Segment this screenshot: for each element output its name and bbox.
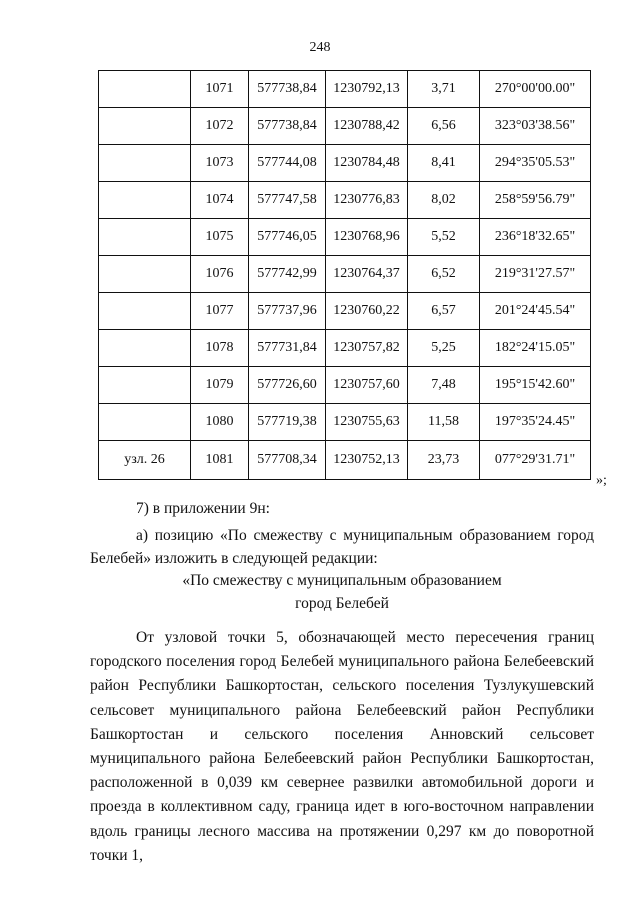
item-7-heading: 7) в приложении 9н:	[136, 500, 270, 517]
table-row	[99, 145, 591, 182]
table-cell: 236°18'32.65"	[480, 219, 591, 256]
table-cell: 294°35'05.53"	[480, 145, 591, 182]
table-cell	[99, 219, 191, 256]
table-cell: 1230764,37	[326, 256, 408, 293]
table-row	[99, 182, 591, 219]
coordinates-table	[98, 70, 591, 480]
table-cell: 577746,05	[249, 219, 326, 256]
table-cell	[99, 108, 191, 145]
table-cell: 1230752,13	[326, 441, 408, 480]
table-cell: 3,71	[408, 71, 480, 108]
boundary-description: От узловой точки 5, обозначающей место пересечения границ городского поселения город Белебей муниципального района Белебеевский район Республики Башкортостан, сельского поселения Тузлукушевский сельсовет муниципального района Белебеевский район Республики Башкортостан и сельского поселения Анновский сельсовет муниципального района Белебеевский район Республики Башкортостан, расположенной в 0,039 км севернее развилки автомобильной дороги и проезда в коллективном саду, граница идет в юго-восточном направлении вдоль границы лесного массива на протяжении 0,297 км до поворотной точки 1,	[90, 629, 594, 864]
table-cell: 577742,99	[249, 256, 326, 293]
page-number: 248	[309, 40, 331, 55]
table-cell: 182°24'15.05"	[480, 330, 591, 367]
table-cell	[99, 330, 191, 367]
table-cell	[99, 404, 191, 441]
table-cell: 577744,08	[249, 145, 326, 182]
table-cell: 23,73	[408, 441, 480, 480]
table-row	[99, 256, 591, 293]
table-cell: 323°03'38.56"	[480, 108, 591, 145]
table-cell: 577726,60	[249, 367, 326, 404]
table-row	[99, 330, 591, 367]
table-row	[99, 293, 591, 330]
table-closing-quote: »;	[596, 473, 607, 488]
table-cell	[99, 293, 191, 330]
table-cell: 219°31'27.57"	[480, 256, 591, 293]
table-cell: 1230755,63	[326, 404, 408, 441]
table-cell: 8,41	[408, 145, 480, 182]
table-cell: 197°35'24.45"	[480, 404, 591, 441]
table-cell: 6,56	[408, 108, 480, 145]
section-heading-line-2: город Белебей	[295, 595, 389, 612]
section-heading-line-1: «По смежеству с муниципальным образованием	[182, 572, 502, 589]
table-row	[99, 219, 591, 256]
table-cell: 11,58	[408, 404, 480, 441]
table-cell	[99, 145, 191, 182]
table-cell: 1071	[191, 71, 249, 108]
table-cell	[99, 367, 191, 404]
table-cell: 1081	[191, 441, 249, 480]
table-cell: 7,48	[408, 367, 480, 404]
table-cell: 1072	[191, 108, 249, 145]
table-cell	[99, 182, 191, 219]
table-cell: 1074	[191, 182, 249, 219]
table-cell: 1230776,83	[326, 182, 408, 219]
table-cell: 195°15'42.60"	[480, 367, 591, 404]
table-cell: 1230792,13	[326, 71, 408, 108]
table-cell: 077°29'31.71"	[480, 441, 591, 480]
table-cell: 1080	[191, 404, 249, 441]
table-cell: 270°00'00.00"	[480, 71, 591, 108]
table-cell: 5,52	[408, 219, 480, 256]
table-cell: 1230757,82	[326, 330, 408, 367]
table-cell: 577708,34	[249, 441, 326, 480]
table-cell: 1079	[191, 367, 249, 404]
table-cell: 577738,84	[249, 108, 326, 145]
section-heading	[90, 569, 594, 615]
table-cell: 1230784,48	[326, 145, 408, 182]
table-cell: 1077	[191, 293, 249, 330]
table-cell: 577747,58	[249, 182, 326, 219]
table-cell: 577738,84	[249, 71, 326, 108]
coordinates-table-body	[99, 71, 591, 480]
table-cell: 1073	[191, 145, 249, 182]
table-cell: 1076	[191, 256, 249, 293]
table-cell	[99, 256, 191, 293]
table-cell: 201°24'45.54"	[480, 293, 591, 330]
item-a-paragraph: а) позицию «По смежеству с муниципальным образованием город Белебей» изложить в следующей редакции:	[90, 527, 594, 567]
table-cell: 1075	[191, 219, 249, 256]
table-cell: 1230757,60	[326, 367, 408, 404]
table-cell: 5,25	[408, 330, 480, 367]
table-cell: 8,02	[408, 182, 480, 219]
table-row	[99, 404, 591, 441]
table-cell: узл. 26	[99, 441, 191, 480]
table-cell: 1078	[191, 330, 249, 367]
table-cell: 577731,84	[249, 330, 326, 367]
table-cell: 1230788,42	[326, 108, 408, 145]
table-row	[99, 367, 591, 404]
table-cell: 258°59'56.79"	[480, 182, 591, 219]
table-row	[99, 441, 591, 480]
table-cell: 1230760,22	[326, 293, 408, 330]
table-cell: 6,52	[408, 256, 480, 293]
table-cell: 6,57	[408, 293, 480, 330]
table-row	[99, 71, 591, 108]
table-row	[99, 108, 591, 145]
table-cell: 1230768,96	[326, 219, 408, 256]
table-cell	[99, 71, 191, 108]
table-cell: 577737,96	[249, 293, 326, 330]
table-cell: 577719,38	[249, 404, 326, 441]
